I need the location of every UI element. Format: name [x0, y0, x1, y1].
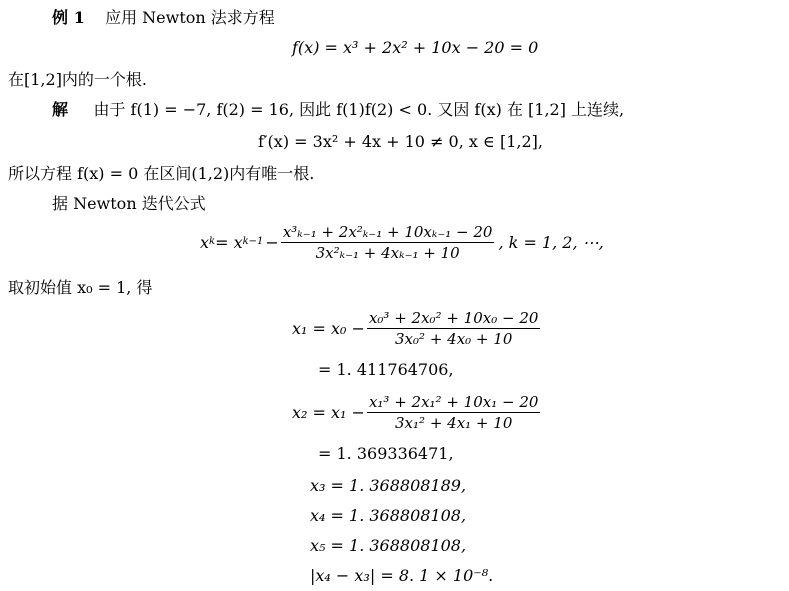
example-text: 应用 Newton 法求方程 [105, 8, 275, 27]
example-header [52, 8, 275, 28]
example-label: 例 1 [52, 8, 85, 27]
x1-numerator: x₀³ + 2x₀² + 10x₀ − 20 [368, 308, 539, 327]
formula-denominator: 3x²ₖ₋₁ + 4xₖ₋₁ + 10 [315, 243, 460, 262]
solution-line-1 [52, 100, 624, 120]
solution-line-4: 据 Newton 迭代公式 [52, 194, 206, 213]
solution-text-1: 由于 f(1) = −7, f(2) = 16, 因此 f(1)f(2) < 0. 又因 f(x) 在 [1,2] 上连续, [93, 100, 625, 119]
x1-lhs: x₁ = x₀ − [292, 318, 365, 338]
initial-value-line: 取初始值 x₀ = 1, 得 [8, 278, 153, 297]
formula-minus: − [265, 232, 279, 252]
x2-fraction [367, 393, 540, 432]
solution-label: 解 [52, 100, 69, 119]
x4-value: x₄ = 1. 368808108, [310, 506, 467, 525]
step-x2 [292, 390, 540, 434]
formula-numerator: x³ₖ₋₁ + 2x²ₖ₋₁ + 10xₖ₋₁ − 20 [282, 222, 493, 241]
formula-fraction [281, 223, 495, 262]
iteration-formula: x k = x k−1 − $\frac{\text{x³ₖ₋₁ + 2x²ₖ₋₁ + 10xₖ₋₁ − 20}}{\text{3x²ₖ₋₁ + 4xₖ₋₁ + 10}}$ , k = 1, 2, ⋯, [200, 222, 604, 262]
example-continuation: 在[1,2]内的一个根. [8, 70, 148, 89]
equation-main: f(x) = x³ + 2x² + 10x − 20 = 0 [292, 38, 539, 57]
x2-denominator: 3x₁² + 4x₁ + 10 [395, 413, 513, 432]
x1-fraction [367, 309, 540, 348]
formula-mid: = x [215, 232, 243, 252]
x1-value: = 1. 411764706, [318, 360, 454, 379]
step-x1 [292, 306, 540, 350]
error-estimate: |x₄ − x₃| = 8. 1 × 10⁻⁸. [310, 566, 494, 585]
derivative-line: f′(x) = 3x² + 4x + 10 ≠ 0, x ∈ [1,2], [258, 132, 543, 151]
x3-value: x₃ = 1. 368808189, [310, 476, 467, 495]
x5-value: x₅ = 1. 368808108, [310, 536, 467, 555]
x1-denominator: 3x₀² + 4x₀ + 10 [395, 329, 513, 348]
x2-numerator: x₁³ + 2x₁² + 10x₁ − 20 [368, 392, 539, 411]
x2-lhs: x₂ = x₁ − [292, 402, 365, 422]
x2-value: = 1. 369336471, [318, 444, 454, 463]
formula-tail: , k = 1, 2, ⋯, [498, 232, 604, 252]
solution-line-3: 所以方程 f(x) = 0 在区间(1,2)内有唯一根. [8, 164, 315, 183]
formula-lhs: x [200, 232, 210, 252]
